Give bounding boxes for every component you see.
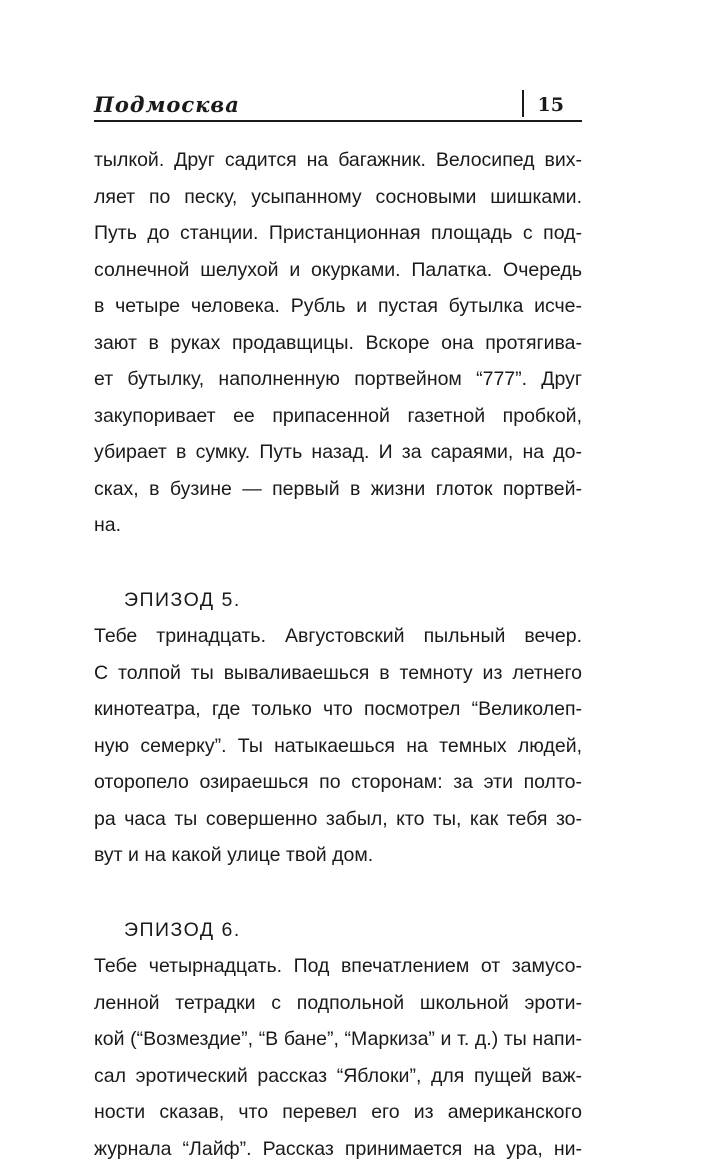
page-number: 15: [538, 92, 564, 118]
text-line: кинотеатра, где только что посмотрел “Великолеп-: [94, 691, 582, 728]
text-line: ет бутылку, наполненную портвейном “777”. Друг: [94, 361, 582, 398]
text-line: ра часа ты совершенно забыл, кто ты, как тебя зо-: [94, 801, 582, 838]
text-line: Путь до станции. Пристанционная площадь с под-: [94, 215, 582, 252]
text-line: ленной тетрадки с подпольной школьной эроти-: [94, 985, 582, 1022]
text-line: кой (“Возмездие”, “В бане”, “Маркиза” и т. д.) ты напи-: [94, 1021, 582, 1058]
paragraph-continued: [94, 142, 582, 544]
text-line: Тебе четырнадцать. Под впечатлением от замусо-: [94, 948, 582, 985]
text-line: ляет по песку, усыпанному сосновыми шишками.: [94, 179, 582, 216]
text-line: вут и на какой улице твой дом.: [94, 837, 582, 874]
text-line: закупоривает ее припасенной газетной пробкой,: [94, 398, 582, 435]
running-title: Подмосква: [94, 92, 240, 118]
episode-heading: ЭПИЗОД 6.: [94, 912, 582, 949]
text-line: убирает в сумку. Путь назад. И за сараями, на до-: [94, 434, 582, 471]
text-line: на.: [94, 507, 582, 544]
text-line: оторопело озираешься по сторонам: за эти полто-: [94, 764, 582, 801]
text-line: ную семерку”. Ты натыкаешься на темных людей,: [94, 728, 582, 765]
text-line: в четыре человека. Рубль и пустая бутылка исче-: [94, 288, 582, 325]
text-line: журнала “Лайф”. Рассказ принимается на ура, ни-: [94, 1131, 582, 1167]
episode-heading: ЭПИЗОД 5.: [94, 582, 582, 619]
text-line: тылкой. Друг садится на багажник. Велосипед вих-: [94, 142, 582, 179]
text-line: зают в руках продавщицы. Вскоре она протягива-: [94, 325, 582, 362]
text-line: ности сказав, что перевел его из американского: [94, 1094, 582, 1131]
episode-5: [94, 582, 582, 874]
book-page: [94, 88, 582, 1167]
running-header: [94, 88, 582, 122]
text-line: сках, в бузине — первый в жизни глоток портвей-: [94, 471, 582, 508]
text-line: Тебе тринадцать. Августовский пыльный вечер.: [94, 618, 582, 655]
episode-6: [94, 912, 582, 1167]
text-line: сал эротический рассказ “Яблоки”, для пущей важ-: [94, 1058, 582, 1095]
header-divider: [522, 90, 524, 117]
text-line: солнечной шелухой и окурками. Палатка. Очередь: [94, 252, 582, 289]
text-line: С толпой ты вываливаешься в темноту из летнего: [94, 655, 582, 692]
